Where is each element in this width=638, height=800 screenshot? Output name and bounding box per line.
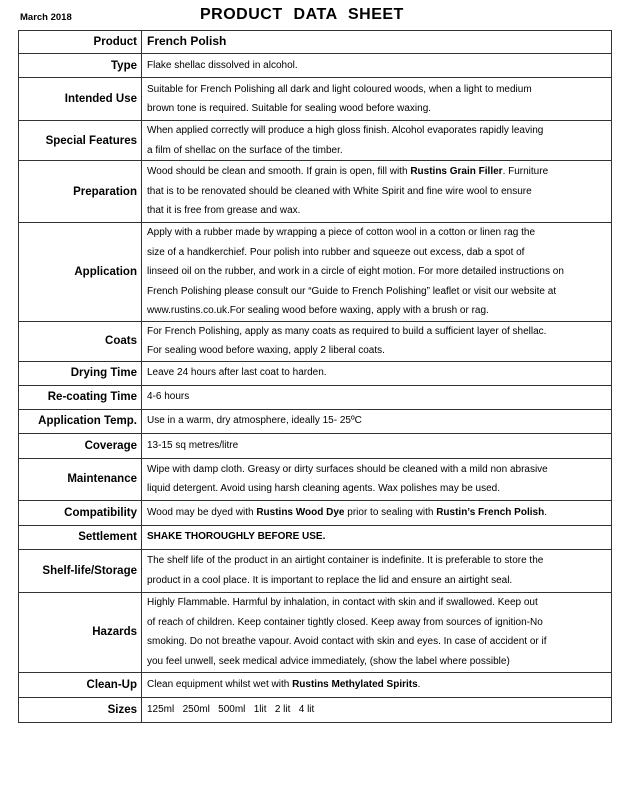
product-reference: Rustins Methylated Spirits	[292, 678, 418, 690]
label-hazards: Hazards	[19, 592, 142, 672]
row-settlement	[19, 525, 612, 549]
text-line: www.rustins.co.uk.For sealing wood before waxing, apply with a brush or rag.	[147, 305, 489, 316]
text-line: that it is free from grease and wax.	[147, 205, 301, 217]
product-reference: Rustin’s French Polish	[436, 506, 545, 518]
label-drying-time: Drying Time	[19, 361, 142, 385]
row-clean-up	[19, 672, 612, 697]
value-application-temp	[142, 409, 612, 433]
label-maintenance: Maintenance	[19, 458, 142, 500]
text-line: Apply with a rubber made by wrapping a piece of cotton wool in a cotton or linen rag the	[147, 227, 536, 238]
value-drying-time	[142, 361, 612, 385]
row-coverage	[19, 433, 612, 458]
row-hazards	[19, 592, 612, 672]
text-line: For French Polishing, apply as many coats as required to build a sufficient layer of shellac.	[147, 325, 547, 337]
value-shelf-life	[142, 549, 612, 592]
label-recoating-time: Re-coating Time	[19, 385, 142, 409]
product-data-table	[18, 30, 612, 723]
text-segment: Clean equipment whilst wet with	[147, 678, 293, 690]
text-line	[147, 503, 606, 523]
text-line: product in a cool place. It is important to replace the lid and ensure an airtight seal.	[147, 574, 513, 586]
row-shelf-life	[19, 549, 612, 592]
text-line: of reach of children. Keep container tightly closed. Keep away from sources of ignition-No	[147, 616, 543, 628]
value-special-features	[142, 121, 612, 161]
text-segment: Wood should be clean and smooth. If grain is open, fill with	[147, 166, 411, 178]
text-line: 13-15 sq metres/litre	[147, 439, 239, 451]
label-shelf-life: Shelf-life/Storage	[19, 549, 142, 592]
text-line: Flake shellac dissolved in alcohol.	[147, 59, 298, 71]
label-coats: Coats	[19, 321, 142, 361]
text-line: size of a handkerchief. Pour polish into rubber and squeeze out excess, dab a spot of	[147, 246, 525, 258]
text-line: French Polishing please consult our “Guide to French Polishing” leaflet or visit our website at	[147, 285, 557, 297]
label-compatibility: Compatibility	[19, 500, 142, 525]
row-special-features	[19, 121, 612, 161]
value-hazards	[142, 592, 612, 672]
row-application	[19, 223, 612, 322]
label-settlement: Settlement	[19, 525, 142, 549]
text-segment: . Furniture	[502, 166, 549, 178]
row-preparation	[19, 161, 612, 223]
value-intended-use	[142, 78, 612, 121]
text-segment: .	[544, 506, 547, 518]
text-line: Wipe with damp cloth. Greasy or dirty surfaces should be cleaned with a mild non abrasive	[147, 463, 548, 475]
text-line: a film of shellac on the surface of the timber.	[147, 144, 343, 156]
row-recoating-time	[19, 385, 612, 409]
value-coverage	[142, 433, 612, 458]
text-segment: prior to sealing with	[344, 506, 437, 518]
value-application	[142, 223, 612, 322]
text-line: brown tone is required. Suitable for sealing wood before waxing.	[147, 103, 432, 114]
text-line: that is to be renovated should be cleaned with White Spirit and fine wire wool to ensure	[147, 185, 532, 197]
product-reference: Rustins Grain Filler	[410, 166, 503, 178]
label-product: Product	[19, 31, 142, 54]
label-clean-up: Clean-Up	[19, 672, 142, 697]
label-intended-use: Intended Use	[19, 78, 142, 121]
row-maintenance	[19, 458, 612, 500]
value-maintenance	[142, 458, 612, 500]
product-reference: Rustins Wood Dye	[256, 506, 345, 518]
row-coats	[19, 321, 612, 361]
row-compatibility	[19, 500, 612, 525]
value-recoating-time	[142, 385, 612, 409]
text-line: 4-6 hours	[147, 391, 190, 403]
label-coverage: Coverage	[19, 433, 142, 458]
row-product	[19, 31, 612, 54]
text-segment: .	[417, 678, 421, 690]
value-compatibility	[142, 500, 612, 525]
value-clean-up	[142, 672, 612, 697]
issue-date: March 2018	[20, 12, 72, 23]
label-application-temp: Application Temp.	[19, 409, 142, 433]
text-line: liquid detergent. Avoid using harsh cleaning agents. Wax polishes may be used.	[147, 483, 500, 494]
value-settlement	[142, 525, 612, 549]
label-sizes: Sizes	[19, 697, 142, 722]
text-line: Suitable for French Polishing all dark and light coloured woods, when a light to medium	[147, 83, 532, 95]
row-intended-use	[19, 78, 612, 121]
row-application-temp	[19, 409, 612, 433]
text-segment: Wood may be dyed with	[147, 506, 257, 518]
text-line: 125ml 250ml 500ml 1lit 2 lit 4 lit	[147, 703, 315, 715]
text-line: SHAKE THOROUGHLY BEFORE USE.	[147, 531, 326, 543]
text-line: When applied correctly will produce a high gloss finish. Alcohol evaporates rapidly leaving	[147, 125, 544, 136]
label-application: Application	[19, 223, 142, 322]
text-line: For sealing wood before waxing, apply 2 liberal coats.	[147, 345, 385, 356]
text-line: Use in a warm, dry atmosphere, ideally 15- 25ºC	[147, 415, 362, 427]
label-preparation: Preparation	[19, 161, 142, 223]
value-coats	[142, 321, 612, 361]
value-type	[142, 54, 612, 78]
row-type	[19, 54, 612, 78]
label-special-features: Special Features	[19, 121, 142, 161]
value-product: French Polish	[142, 31, 612, 54]
row-sizes	[19, 697, 612, 722]
text-line: Highly Flammable. Harmful by inhalation, in contact with skin and if swallowed. Keep out	[147, 597, 538, 608]
label-type: Type	[19, 54, 142, 78]
text-line: Leave 24 hours after last coat to harden.	[147, 367, 327, 379]
value-preparation	[142, 161, 612, 223]
text-line: smoking. Do not breathe vapour. Avoid contact with skin and eyes. In case of accident or if	[147, 636, 547, 647]
text-line	[147, 675, 606, 695]
text-line: linseed oil on the rubber, and work in a circle of eight motion. For more detailed instructions on	[147, 266, 564, 277]
text-line	[147, 162, 606, 182]
text-line: The shelf life of the product in an airtight container is indefinite. It is preferable to store the	[147, 555, 544, 566]
value-sizes	[142, 697, 612, 722]
page-title: PRODUCT DATA SHEET	[200, 6, 404, 23]
row-drying-time	[19, 361, 612, 385]
text-line: you feel unwell, seek medical advice immediately, (show the label where possible)	[147, 655, 510, 667]
